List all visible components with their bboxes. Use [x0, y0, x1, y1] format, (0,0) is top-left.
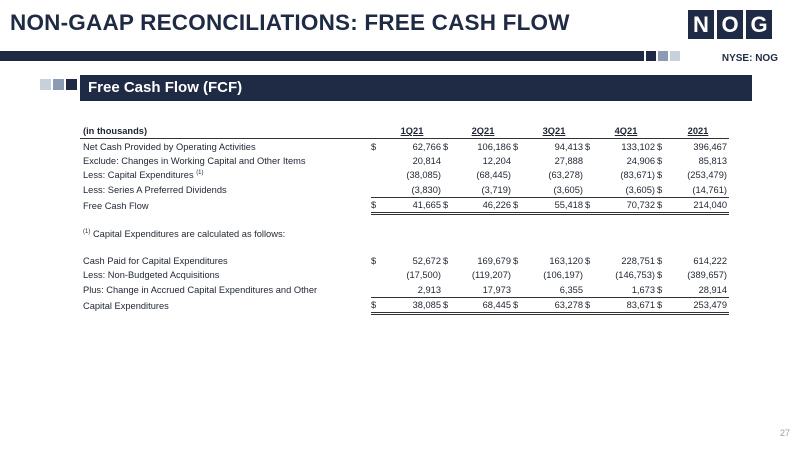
cell-value: 133,102	[621, 141, 655, 152]
table-row-total	[80, 297, 729, 313]
currency-symbol: $	[371, 141, 377, 152]
cell-value: 70,732	[595, 197, 657, 213]
decorative-square	[658, 51, 668, 61]
cell-value: 1,673	[595, 283, 657, 298]
currency-symbol: $	[657, 255, 663, 266]
currency-symbol: $	[443, 197, 453, 213]
currency-symbol: $	[657, 283, 667, 298]
header-divider-bar	[0, 51, 644, 61]
cell-value: 614,222	[693, 255, 727, 266]
currency-symbol: $	[657, 170, 663, 181]
row-label: Capital Expenditures	[83, 300, 169, 311]
cell-value: (63,278)	[548, 170, 583, 181]
cell-value: 12,204	[482, 155, 511, 166]
decorative-square	[670, 51, 680, 61]
cell-value: 52,672	[412, 255, 441, 266]
cell-value: 68,445	[453, 297, 513, 313]
cell-value: 253,479	[667, 297, 729, 313]
currency-symbol: $	[657, 197, 667, 213]
page-number: 27	[779, 428, 790, 438]
cell-value: 214,040	[667, 197, 729, 213]
currency-symbol: $	[585, 297, 595, 313]
table-row-total	[80, 197, 729, 213]
cell-value: 63,278	[523, 297, 585, 313]
table-row	[80, 183, 729, 198]
footnote-marker: (1)	[196, 170, 204, 177]
ticker-label: NYSE: NOG	[721, 53, 778, 64]
cell-value: (119,207)	[471, 270, 511, 281]
column-header: 2Q21	[453, 124, 513, 139]
cell-value: 163,120	[549, 255, 583, 266]
decorative-square	[646, 51, 656, 61]
cell-value: 27,888	[554, 155, 583, 166]
decorative-square	[40, 79, 51, 90]
cell-value: (14,761)	[667, 183, 729, 198]
cell-value: 106,186	[477, 141, 511, 152]
row-label-text: Less: Capital Expenditures	[83, 170, 194, 181]
footnote	[80, 227, 729, 241]
cell-value: 6,355	[523, 283, 585, 298]
cell-value: (146,753)	[615, 270, 655, 281]
row-label	[80, 168, 371, 182]
currency-symbol: $	[513, 255, 519, 266]
cell-value: (83,671)	[620, 170, 655, 181]
row-label: Plus: Change in Accrued Capital Expenditures and Other	[83, 284, 318, 295]
currency-symbol: $	[657, 141, 663, 152]
footnote-marker: (1)	[83, 229, 91, 236]
currency-symbol: $	[443, 297, 453, 313]
currency-symbol: $	[443, 141, 449, 152]
currency-symbol: $	[585, 197, 595, 213]
cell-value: (253,479)	[687, 170, 727, 181]
currency-symbol: $	[657, 297, 667, 313]
fcf-table	[80, 124, 729, 315]
currency-symbol: $	[513, 197, 523, 213]
section-banner	[80, 75, 752, 101]
cell-value: (3,605)	[523, 183, 585, 198]
currency-symbol: $	[513, 297, 523, 313]
cell-value: 83,671	[595, 297, 657, 313]
currency-symbol: $	[657, 183, 667, 198]
cell-value: (17,500)	[406, 270, 441, 281]
footnote-row	[80, 227, 729, 241]
cell-value: 20,814	[412, 155, 441, 166]
cell-value: 24,906	[626, 155, 655, 166]
table-row	[80, 268, 729, 282]
cell-value: 41,665	[381, 197, 443, 213]
table-row	[80, 283, 729, 298]
table-row	[80, 254, 729, 268]
decorative-square	[53, 79, 64, 90]
column-header: 3Q21	[523, 124, 585, 139]
cell-value: 55,418	[523, 197, 585, 213]
cell-value: 85,813	[698, 155, 727, 166]
column-header: 4Q21	[595, 124, 657, 139]
column-header: 2021	[667, 124, 729, 139]
column-header: 1Q21	[381, 124, 443, 139]
row-label: Net Cash Provided by Operating Activities	[83, 141, 256, 152]
currency-symbol: $	[513, 141, 519, 152]
cell-value: (106,197)	[543, 270, 583, 281]
currency-symbol: $	[443, 255, 449, 266]
cell-value: (38,085)	[406, 170, 441, 181]
logo-letter-n: N	[688, 10, 714, 39]
table-row	[80, 154, 729, 168]
page-title: NON-GAAP RECONCILIATIONS: FREE CASH FLOW	[10, 10, 570, 35]
cell-value: 169,679	[477, 255, 511, 266]
cell-value: (3,719)	[453, 183, 513, 198]
currency-symbol: $	[371, 197, 381, 213]
cell-value: 2,913	[381, 283, 443, 298]
footnote-text: Capital Expenditures are calculated as follows:	[92, 229, 286, 240]
cell-value: 62,766	[412, 141, 441, 152]
row-label: Free Cash Flow	[83, 200, 149, 211]
logo-letter-o: O	[717, 10, 743, 39]
table-row	[80, 139, 729, 154]
row-label: Less: Series A Preferred Dividends	[83, 185, 227, 195]
cell-value: 17,973	[453, 283, 513, 298]
currency-symbol: $	[371, 255, 377, 266]
currency-symbol: $	[371, 297, 381, 313]
table-row	[80, 168, 729, 182]
currency-symbol: $	[657, 270, 663, 281]
currency-symbol: $	[585, 141, 591, 152]
decorative-square	[66, 79, 77, 90]
row-label: Exclude: Changes in Working Capital and Other Items	[83, 155, 306, 166]
logo-letter-g: G	[746, 10, 772, 39]
cell-value: 28,914	[667, 283, 729, 298]
nog-logo	[688, 10, 772, 39]
cell-value: (68,445)	[476, 170, 511, 181]
cell-value: 38,085	[381, 297, 443, 313]
row-label: Less: Non-Budgeted Acquisitions	[83, 270, 220, 281]
units-label: (in thousands)	[80, 124, 371, 139]
table-header-row	[80, 124, 729, 139]
cell-value: 396,467	[693, 141, 727, 152]
row-label: Cash Paid for Capital Expenditures	[83, 255, 228, 266]
cell-value: 46,226	[453, 197, 513, 213]
currency-symbol: $	[585, 255, 591, 266]
section-title: Free Cash Flow (FCF)	[88, 79, 243, 96]
cell-value: 94,413	[554, 141, 583, 152]
cell-value: 228,751	[621, 255, 655, 266]
cell-value: (389,657)	[687, 270, 727, 281]
currency-symbol: $	[657, 155, 663, 166]
cell-value: (3,830)	[381, 183, 443, 198]
cell-value: (3,605)	[595, 183, 657, 198]
